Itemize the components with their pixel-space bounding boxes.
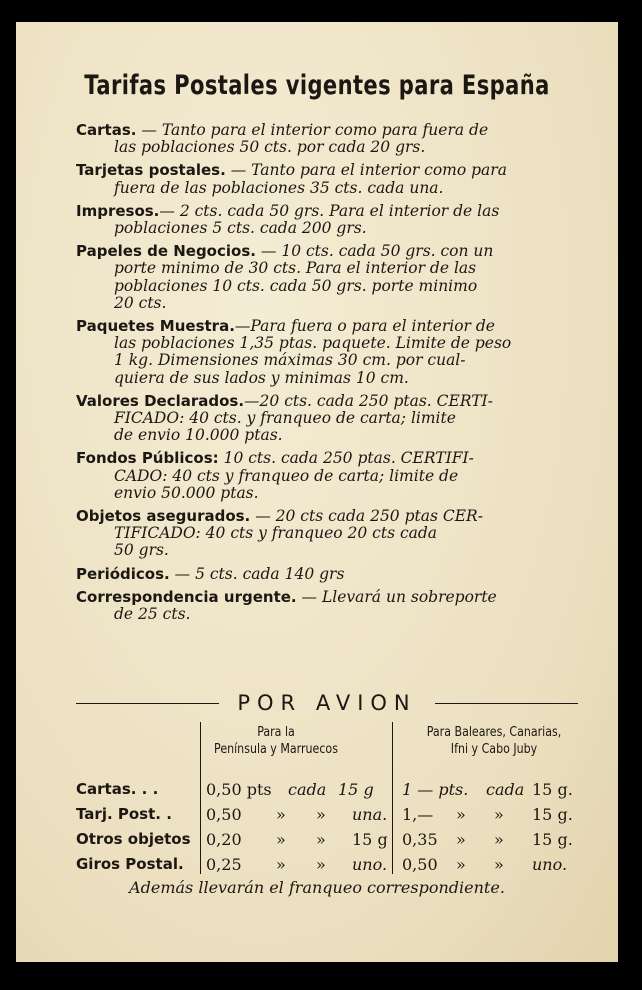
c2-end: 15 g. [532,805,573,824]
entry-text: quiera de sus lados y minimas 10 cm. [114,368,409,387]
entry-text: las poblaciones 50 cts. por cada 20 grs. [114,138,426,157]
entry-key: Impresos. [76,201,160,220]
col1-header-line: Para la [257,725,295,740]
entry-text: — 10 cts. cada 50 grs. con un [260,242,494,261]
entry-text: CADO: 40 cts y franqueo de carta; limite de [114,466,459,485]
c1-value: 0,50 pts [206,780,272,799]
postal-rates-card [16,22,618,962]
ditto-mark: » [276,855,286,874]
entry-key: Papeles de Negocios. [76,242,256,261]
col1-header-line: Península y Marruecos [214,742,338,757]
ditto-mark: » [456,805,466,824]
page-title: Tarifas Postales vigentes para España [84,70,550,101]
entry-key: Cartas. [76,121,137,139]
c2-mid: cada [486,780,525,799]
row-label: Cartas. . . [76,780,159,798]
entry-text: poblaciones 10 cts. cada 50 grs. porte minimo [114,276,478,295]
c1-end: 15 g [338,780,374,799]
col1-header [208,724,344,758]
entry-key: Valores Declarados. [76,391,245,410]
c1-value: 0,25 [206,855,242,874]
entry-papeles [76,243,574,312]
entry-key: Tarjetas postales. [76,161,226,180]
entry-text: 10 cts. cada 250 ptas. CERTIFI- [223,449,474,468]
c2-value: 0,35 [402,830,438,849]
ditto-mark: » [316,830,326,849]
c1-value: 0,50 [206,805,242,824]
ditto-mark: » [494,855,504,874]
ditto-mark: » [276,830,286,849]
ditto-mark: » [276,805,286,824]
col2-header-line: Para Baleares, Canarias, [426,725,562,740]
entry-tarjetas [76,162,574,196]
entry-text: FICADO: 40 cts. y franqueo de carta; limite [114,409,456,428]
c1-mid: cada [288,780,327,799]
col2-header-line: Ifni y Cabo Juby [450,742,538,757]
entry-text: envio 50.000 ptas. [114,483,259,502]
table-row [76,855,586,877]
c2-end: 15 g. [532,780,573,799]
c1-value: 0,20 [206,830,242,849]
entry-urgente [76,589,574,623]
entry-key: Periódicos. [76,564,170,583]
entry-key: Fondos Públicos: [76,449,219,468]
entry-valores [76,393,574,445]
entry-text: 50 grs. [114,541,169,560]
entry-text: porte minimo de 30 cts. Para el interior de las [114,259,477,278]
entry-fondos [76,450,574,502]
table-row [76,830,586,852]
entry-text: TIFICADO: 40 cts y franqueo 20 cts cada [114,524,438,543]
c2-end: 15 g. [532,830,573,849]
entry-text: poblaciones 5 cts. cada 200 grs. [114,219,367,238]
table-row [76,780,586,802]
c1-end: uno. [352,855,388,874]
entry-key: Objetos asegurados. [76,507,251,526]
rates-list [76,122,574,629]
entry-text: — Llevará un sobreporte [301,587,497,606]
ditto-mark: » [494,830,504,849]
avion-heading [76,690,578,716]
ditto-mark: » [456,830,466,849]
entry-text: —Para fuera o para el interior de [234,317,495,336]
c2-value: 1 — pts. [402,780,469,799]
entry-text: —20 cts. cada 250 ptas. CERTI- [244,391,493,410]
entry-periodicos [76,566,574,583]
row-label: Otros objetos [76,830,191,848]
ditto-mark: » [494,805,504,824]
row-label: Giros Postal. [76,855,184,873]
c1-end: una. [352,805,388,824]
row-label: Tarj. Post. . [76,805,172,823]
ditto-mark: » [316,805,326,824]
entry-text: 20 cts. [114,293,167,312]
entry-objetos [76,508,574,560]
c2-value: 1,— [402,805,434,824]
entry-impresos [76,203,574,237]
table-row [76,805,586,827]
entry-text: de envio 10.000 ptas. [114,426,283,445]
entry-cartas [76,122,574,156]
divider [435,703,578,704]
c1-end: 15 g [352,830,388,849]
ditto-mark: » [456,855,466,874]
entry-text: — 5 cts. cada 140 grs [174,564,345,583]
footer-note: Además llevarán el franqueo correspondiente. [129,878,505,897]
entry-key: Correspondencia urgente. [76,587,297,606]
entry-text: — Tanto para el interior como para fuera de [141,121,489,139]
entry-text: — 2 cts. cada 50 grs. Para el interior de las [159,201,500,220]
entry-text: de 25 cts. [114,605,191,624]
entry-text: las poblaciones 1,35 ptas. paquete. Limite de peso [114,334,512,353]
entry-paquetes [76,318,574,387]
col2-header [409,724,579,758]
c2-end: uno. [532,855,568,874]
avion-title: POR AVION [237,691,417,715]
entry-text: fuera de las poblaciones 35 cts. cada una. [114,178,444,197]
ditto-mark: » [316,855,326,874]
divider [76,703,219,704]
entry-text: 1 kg. Dimensiones máximas 30 cm. por cual- [114,351,466,370]
c2-value: 0,50 [402,855,438,874]
entry-key: Paquetes Muestra. [76,317,235,336]
entry-text: — 20 cts cada 250 ptas CER- [255,507,483,526]
entry-text: — Tanto para el interior como para [230,161,507,180]
